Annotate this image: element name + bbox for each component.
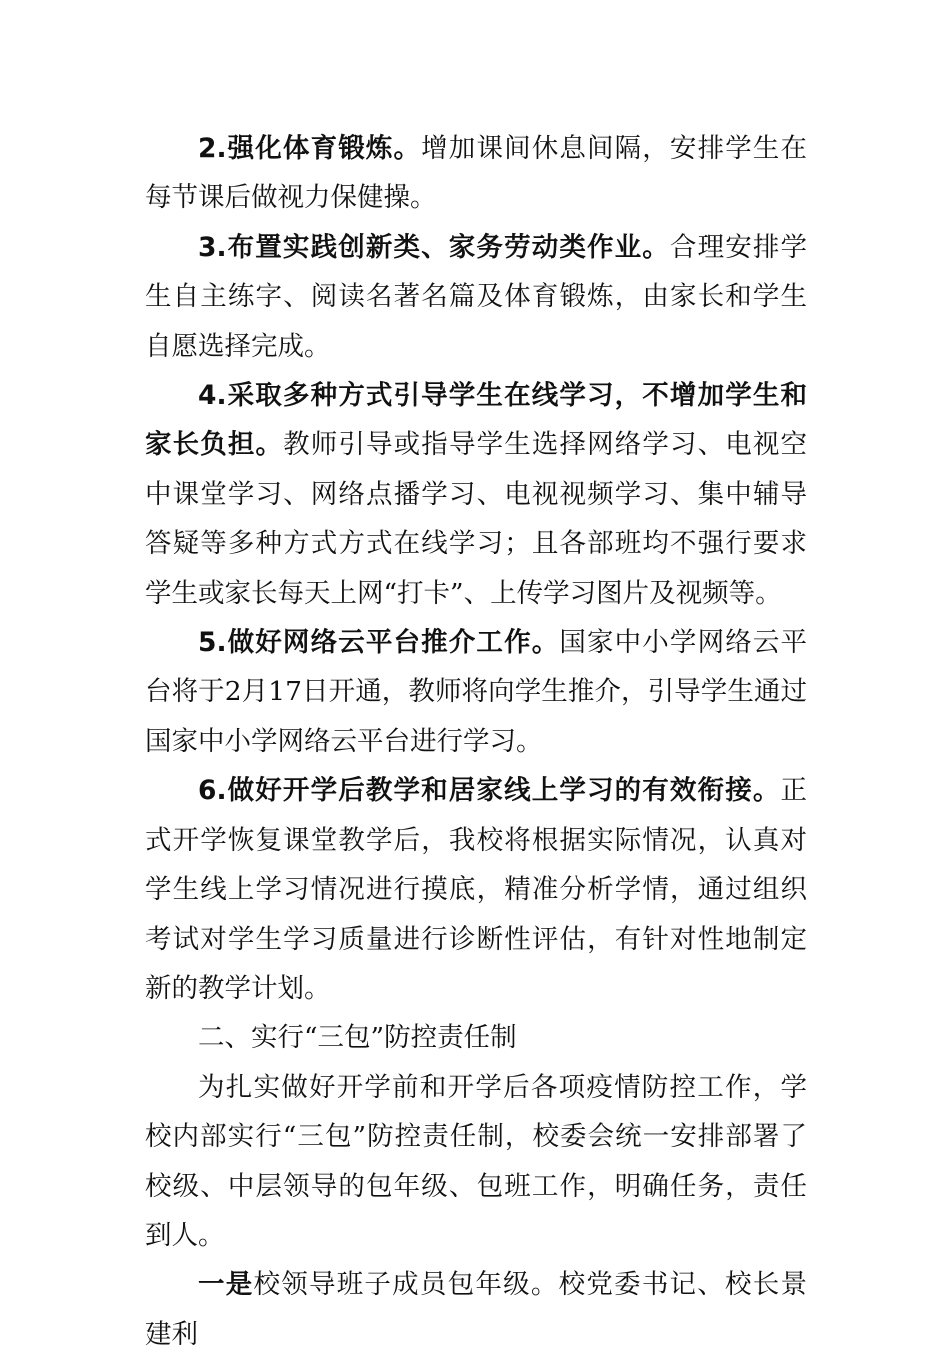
paragraph-item-2 xyxy=(145,124,807,223)
paragraph-text: 教师引导或指导学生选择网络学习、电视空中课堂学习、网络点播学习、电视视频学习、集中辅导答疑等多种方式方式在线学习；且各部班均不强行要求学生或家长每天上网“打卡”、上传学习图片及视频等。 xyxy=(145,429,808,609)
paragraph-lead: 5.做好网络云平台推介工作。 xyxy=(198,627,560,659)
last-paragraph xyxy=(145,1260,807,1359)
paragraph-lead: 4.采取多种方式引导学生在线学习，不增加学生和家长负担。 xyxy=(145,380,807,461)
paragraph-text: 校领导班子成员包年级。校党委书记、校长景建利 xyxy=(145,1269,808,1350)
paragraph-item-5 xyxy=(145,618,807,766)
section-paragraph: 为扎实做好开学前和开学后各项疫情防控工作，学校内部实行“三包”防控责任制，校委会统一安排部署了校级、中层领导的包年级、包班工作，明确任务，责任到人。 xyxy=(145,1071,807,1251)
paragraph-text: 增加课间休息间隔，安排学生在每节课后做视力保健操。 xyxy=(145,133,808,214)
paragraph-lead: 3.布置实践创新类、家务劳动类作业。 xyxy=(198,231,670,263)
paragraph-lead: 6.做好开学后教学和居家线上学习的有效衔接。 xyxy=(198,775,781,807)
paragraph-item-6 xyxy=(145,766,807,1013)
paragraph-text: 国家中小学网络云平台将于2月17日开通，教师将向学生推介，引导学生通过国家中小学网络云平台进行学习。 xyxy=(145,627,807,757)
paragraph-text: 正式开学恢复课堂教学后，我校将根据实际情况，认真对学生线上学习情况进行摸底，精准分析学情，通过组织考试对学生学习质量进行诊断性评估，有针对性地制定新的教学计划。 xyxy=(145,775,807,1004)
paragraph-text: 合理安排学生自主练字、阅读名著名篇及体育锻炼，由家长和学生自愿选择完成。 xyxy=(145,231,807,362)
paragraph-lead: 一是 xyxy=(198,1269,254,1301)
paragraph-item-4 xyxy=(145,371,807,618)
section-heading: 二、实行“三包”防控责任制 xyxy=(198,1022,517,1054)
paragraph-lead: 2.强化体育锻炼。 xyxy=(198,133,422,164)
paragraph-item-3 xyxy=(145,223,807,371)
document-body xyxy=(145,124,807,1359)
